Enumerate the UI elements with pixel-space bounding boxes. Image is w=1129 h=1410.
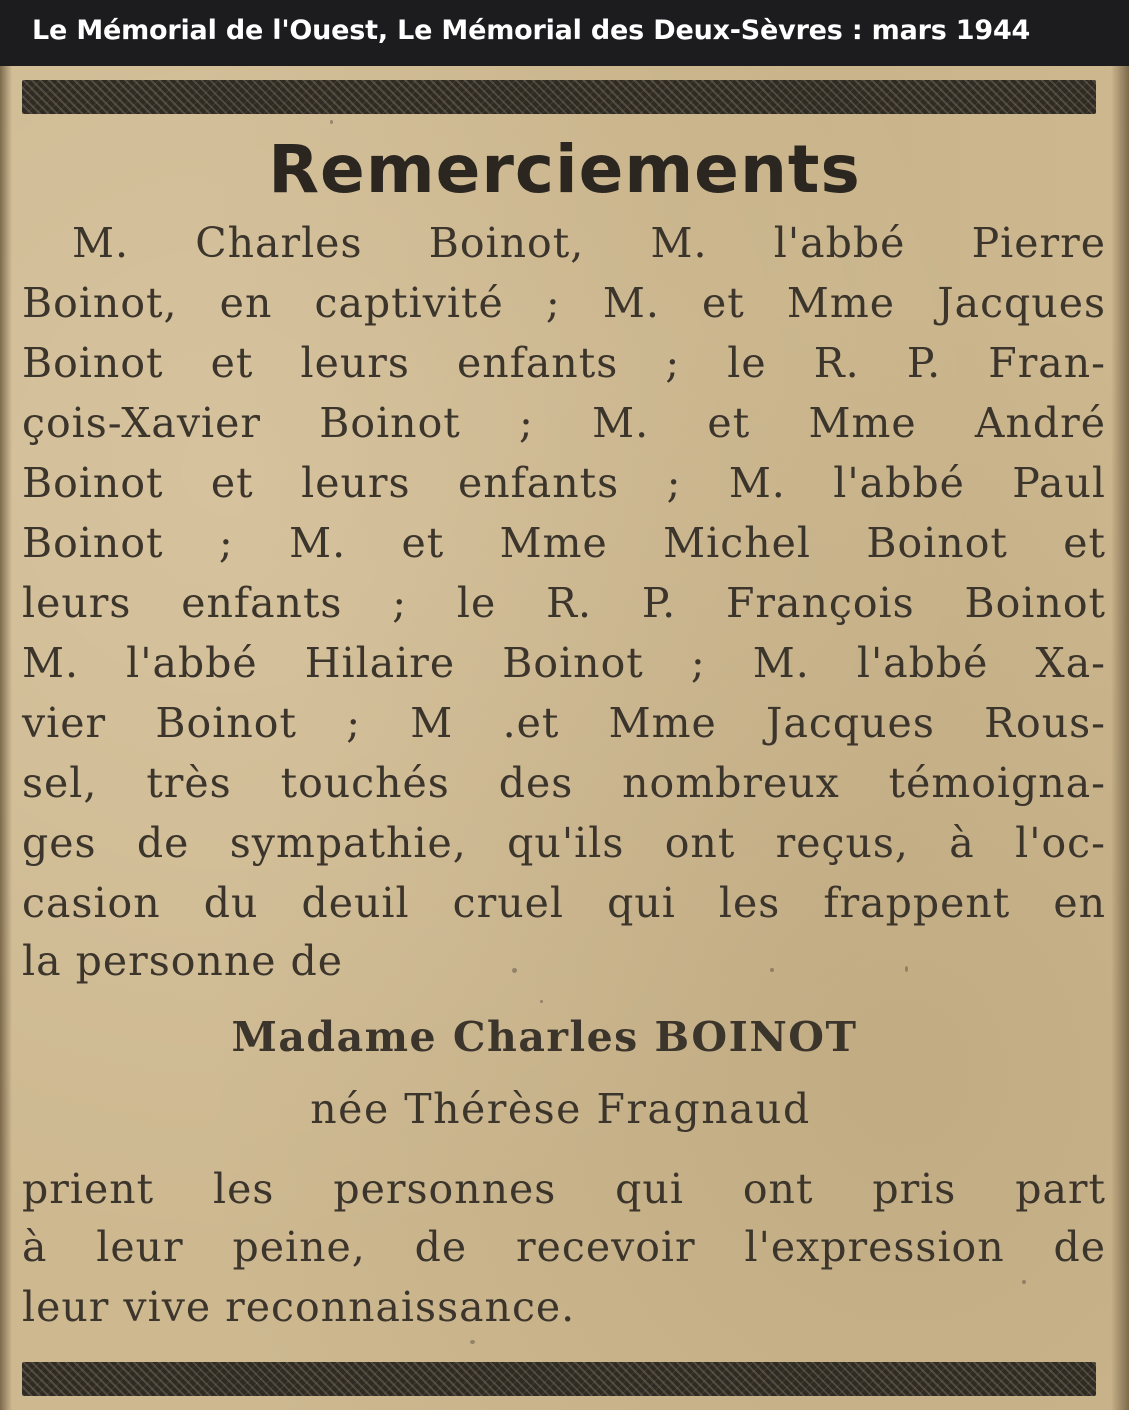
top-ornamental-rule: [22, 80, 1096, 114]
body-line: leurs enfants ; le R. P. François Boinot: [22, 579, 1106, 627]
closing-line: leur vive reconnaissance.: [22, 1283, 576, 1331]
body-line: Boinot ; M. et Mme Michel Boinot et: [22, 519, 1106, 567]
paper-speck: [905, 966, 908, 972]
notice-heading: Remerciements: [268, 131, 861, 208]
paper-speck: [330, 120, 333, 124]
body-line: M. Charles Boinot, M. l'abbé Pierre: [72, 219, 1106, 267]
body-line: sel, très touchés des nombreux témoigna-: [22, 759, 1106, 807]
deceased-name: Madame Charles BOINOT: [231, 1013, 858, 1061]
document-title: Le Mémorial de l'Ouest, Le Mémorial des Deux-Sèvres : mars 1944: [32, 15, 1031, 46]
body-line: Boinot, en captivité ; M. et Mme Jacques: [22, 279, 1106, 327]
clipping-left-edge: [0, 66, 12, 1410]
body-line: la personne de: [22, 937, 344, 985]
paper-speck: [770, 968, 774, 972]
body-line: çois-Xavier Boinot ; M. et Mme André: [22, 399, 1106, 447]
body-line: ges de sympathie, qu'ils ont reçus, à l'oc-: [22, 819, 1106, 867]
maiden-name: née Thérèse Fragnaud: [310, 1085, 811, 1133]
paper-speck: [540, 1000, 543, 1003]
body-line: M. l'abbé Hilaire Boinot ; M. l'abbé Xa-: [22, 639, 1106, 687]
body-line: Boinot et leurs enfants ; le R. P. Fran-: [22, 339, 1106, 387]
title-bar: [0, 0, 1129, 66]
paper-speck: [1022, 1280, 1026, 1284]
closing-line: prient les personnes qui ont pris part: [22, 1165, 1106, 1213]
body-line: casion du deuil cruel qui les frappent en: [22, 879, 1106, 927]
clipping-right-edge: [1111, 66, 1129, 1410]
closing-line: à leur peine, de recevoir l'expression de: [22, 1223, 1106, 1271]
paper-speck: [470, 1340, 475, 1344]
body-line: vier Boinot ; M .et Mme Jacques Rous-: [22, 699, 1106, 747]
paper-speck: [512, 968, 517, 973]
bottom-ornamental-rule: [22, 1362, 1096, 1396]
body-line: Boinot et leurs enfants ; M. l'abbé Paul: [22, 459, 1106, 507]
